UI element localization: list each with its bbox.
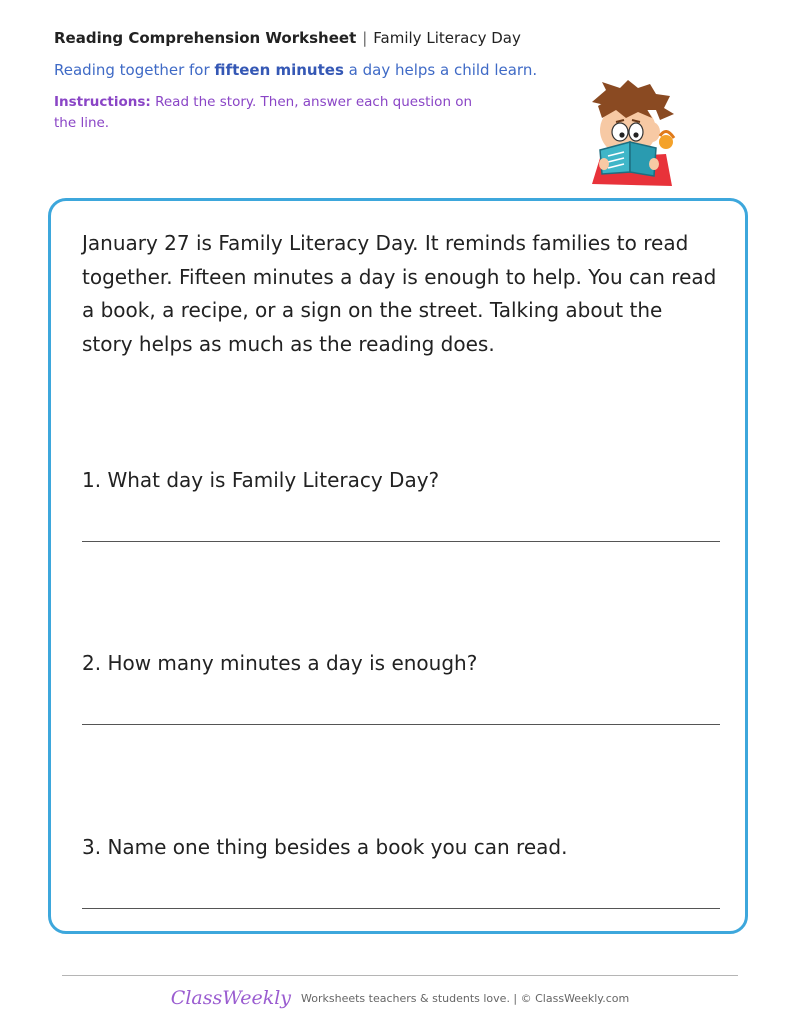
- question-1: 1. What day is Family Literacy Day?: [82, 468, 440, 492]
- footer: [0, 987, 800, 1009]
- title-row: [54, 28, 574, 48]
- question-2: 2. How many minutes a day is enough?: [82, 651, 478, 675]
- worksheet-title: Reading Comprehension Worksheet: [54, 29, 357, 47]
- instructions-label: Instructions:: [54, 94, 151, 110]
- worksheet-topic: Family Literacy Day: [373, 29, 521, 47]
- subtitle-post: a day helps a child learn.: [343, 61, 538, 79]
- worksheet-header: [54, 28, 574, 134]
- footer-tagline: Worksheets teachers & students love. | © ClassWeekly.com: [301, 991, 630, 1005]
- instructions: [54, 92, 484, 134]
- instructions-text: Read the story. Then, answer each question on the line.: [54, 94, 473, 131]
- boy-reading-book-icon: [586, 80, 678, 186]
- subtitle: [54, 60, 574, 80]
- title-separator: |: [362, 29, 368, 47]
- subtitle-highlight: fifteen minutes: [214, 61, 344, 79]
- story-text: January 27 is Family Literacy Day. It reminds families to read together. Fifteen minutes a day is enough to help. You can read a book, a recipe, or a sign on the street. Talking about the story helps as much as the reading does.: [82, 231, 717, 356]
- answer-line-3[interactable]: [82, 908, 720, 909]
- answer-line-2[interactable]: [82, 724, 720, 725]
- brand-logo: ClassWeekly: [170, 987, 292, 1009]
- answer-line-1[interactable]: [82, 541, 720, 542]
- question-3: 3. Name one thing besides a book you can read.: [82, 835, 568, 859]
- footer-divider: [62, 975, 738, 976]
- subtitle-pre: Reading together for: [54, 61, 215, 79]
- worksheet-card: [48, 198, 748, 934]
